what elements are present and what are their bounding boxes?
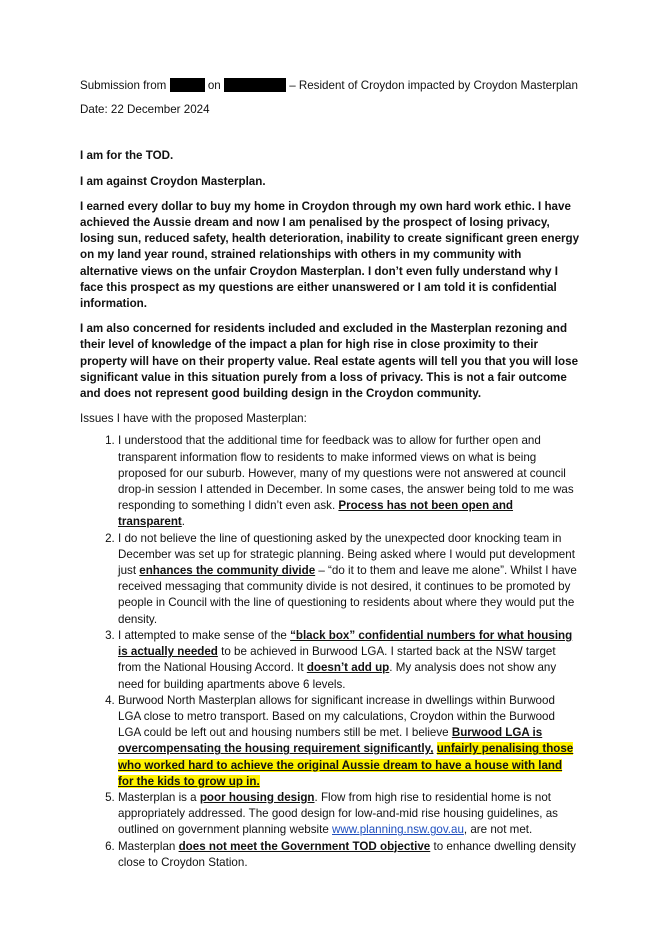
issue-4-emphasis: Burwood LGA is overcompensating the housing requirement significantly,	[118, 726, 543, 756]
redacted-address-block	[224, 78, 286, 92]
issue-2-text-a: I do not believe the line of questioning asked by the unexpected door knocking team in December was set up for strategic planning. Being asked where I would put development just	[118, 531, 575, 578]
planning-website-link[interactable]: www.planning.nsw.gov.au	[332, 823, 464, 837]
issue-5-text-a: Masterplan is a	[118, 790, 200, 804]
issue-3-text-c: . My analysis does not show any need for building apartments above 6 levels.	[118, 661, 557, 691]
statement-for-tod: I am for the TOD.	[80, 149, 174, 163]
issue-item-3	[118, 628, 580, 693]
issue-2-text-b: – “do it to them and leave me alone”. Whilst I have received messaging that community divide is not desired, it continues to be promoted by people in Council with the line of questioning to residents about where they would put the density.	[118, 564, 577, 626]
header-on: on	[207, 79, 221, 92]
issue-6-text-a: Masterplan	[118, 839, 179, 853]
redacted-name-block	[170, 78, 205, 92]
header-suffix: – Resident of Croydon impacted by Croydon Masterplan	[289, 79, 578, 92]
issue-6-emphasis: does not meet the Government TOD objective	[178, 839, 431, 853]
paragraph-personal-impact: I earned every dollar to buy my home in Croydon through my own hard work ethic. I have achieved the Aussie dream and now I am penalised by the prospect of losing privacy, losing sun, reduced safety, health deterioration, inability to create significant green energy on my land year round, strained relationships with others in my community with alternative views on the unfair Croydon Masterplan. I don’t even fully understand why I face this prospect as my questions are either unanswered or I am told it is confidential information.	[80, 199, 580, 311]
document-page	[80, 78, 580, 871]
issue-5-text-b: . Flow from high rise to residential home is not appropriately addressed. The good design for low-and-mid rise housing guidelines, as outlined on government planning website	[118, 790, 558, 837]
header-prefix: Submission from	[80, 79, 167, 92]
issue-item-6	[118, 839, 580, 871]
issues-intro: Issues I have with the proposed Masterplan:	[80, 412, 307, 426]
issue-2-emphasis: enhances the community divide	[139, 564, 316, 578]
issue-item-5	[118, 790, 580, 839]
paragraph-resident-concern: I am also concerned for residents included and excluded in the Masterplan rezoning and their level of knowledge of the impact a plan for high rise in close proximity to their property will have on their property value. Real estate agents will tell you that you will lose significant value in this situation purely from a loss of privacy. This is not a fair outcome and does not represent good building design in the Croydon community.	[80, 322, 579, 401]
issue-3-emphasis-1: “black box” confidential numbers for what housing is actually needed	[118, 628, 573, 659]
issue-3-text-b: to be achieved in Burwood LGA. I started back at the NSW target from the National Housing Accord. It	[118, 645, 556, 675]
issue-4-highlighted-text: unfairly penalising those who worked hard to achieve the original Aussie dream to have a house with land for the kids to grow up in.	[118, 742, 574, 788]
submission-header	[80, 78, 580, 94]
issue-1-end: .	[181, 515, 186, 529]
issue-item-1	[118, 433, 580, 530]
issue-5-emphasis: poor housing design	[199, 790, 315, 804]
issue-1-emphasis: Process has not been open and transparent	[118, 499, 514, 529]
issue-6-text-b: to enhance dwelling density close to Croydon Station.	[118, 839, 576, 869]
submission-date: Date: 22 December 2024	[80, 103, 210, 117]
issue-3-emphasis-2: doesn’t add up	[306, 661, 390, 675]
issue-3-text-a: I attempted to make sense of the	[118, 628, 291, 642]
statement-against-masterplan: I am against Croydon Masterplan.	[80, 174, 266, 188]
issues-list	[80, 433, 580, 870]
issue-1-text: I understood that the additional time for feedback was to allow for further open and transparent information flow to residents to make informed views on what is being proposed for our suburb. However, many of my questions were not answered at council drop-in session I attended in December. In some cases, the answer being told to me was responding to something I didn’t even ask.	[118, 434, 574, 513]
issue-item-4	[118, 693, 580, 790]
issue-4-text-a: Burwood North Masterplan allows for significant increase in dwellings within Burwood LGA close to metro transport. Based on my calculations, Croydon within the Burwood LGA could be left out and housing numbers still be met. I believe	[118, 693, 555, 740]
issue-5-text-c: , are not met.	[463, 823, 533, 837]
issue-item-2	[118, 531, 580, 628]
